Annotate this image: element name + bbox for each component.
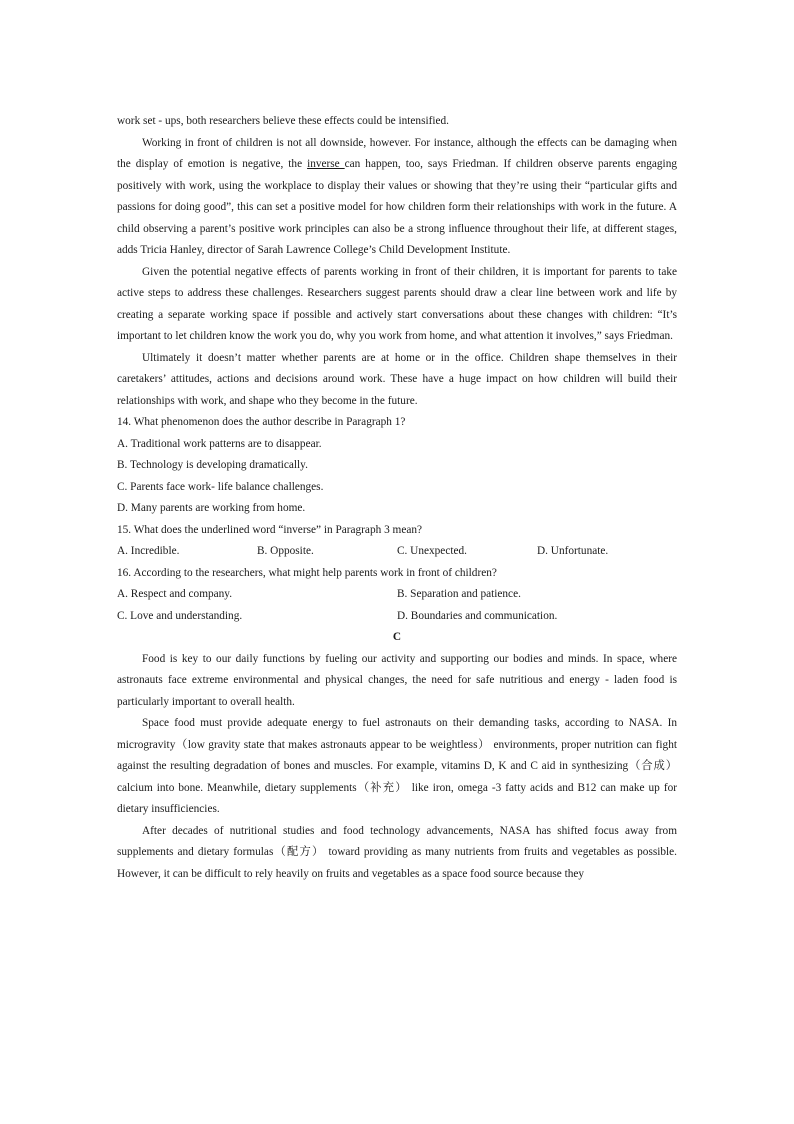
question-14-stem: 14. What phenomenon does the author describe in Paragraph 1?	[117, 416, 406, 428]
paragraph-3-end: can happen, too, says Friedman. If children observe parents engaging positively with work, using the workplace to display their values or showing that they’re using their “particular gifts and passions for doing good”, this can set a positive model for how children form their relationships with work in the future. A child observing a parent’s positive work principles can also be a strong influence throughout their life, at different stages, adds Tricia Hanley, director of Sarah Lawrence College’s Child Development Institute.	[117, 158, 677, 256]
question-15-option-a: A. Incredible.	[117, 545, 180, 557]
passage-c-paragraph-2: Space food must provide adequate energy to fuel astronauts on their demanding tasks, according to NASA. In microgravity（low gravity state that makes astronauts appear to be weightless） environments, proper nutrition can fight against the resulting degradation of bones and muscles. For example, vitamins D, K and C aid in synthesizing（合成） calcium into bone. Meanwhile, dietary supplements（补充） like iron, omega -3 fatty acids and B12 can make up for dietary insufficiencies.	[117, 717, 677, 815]
question-14-option-d: D. Many parents are working from home.	[117, 502, 306, 514]
question-15-option-b: B. Opposite.	[257, 545, 314, 557]
paragraph-4: Given the potential negative effects of parents working in front of their children, it is important for parents to take active steps to address these challenges. Researchers suggest parents should draw a clear line between work and life by creating a separate working space if possible and actively start conversations about these changes with children: “It’s important to let children know the work you do, why you work from home, and what attention it involves,” says Friedman.	[117, 265, 677, 342]
passage-c-paragraph-3: After decades of nutritional studies and food technology advancements, NASA has shifted focus away from supplements and dietary formulas（配方） toward providing as many nutrients from fruits and vegetables as possible. However, it can be difficult to rely heavily on fruits and vegetables as a space food source because they	[117, 824, 677, 880]
question-14-option-c: C. Parents face work- life balance challenges.	[117, 480, 324, 493]
question-16-option-a: A. Respect and company.	[117, 588, 233, 600]
paragraph-3-start: Working in front of children is not all downside, however. For instance, although the effects can be damaging when the display of emotion is negative, the	[117, 136, 677, 170]
paragraph-5: Ultimately it doesn’t matter whether parents are at home or in the office. Children shape themselves in their caretakers’ attitudes, actions and decisions around work. These have a huge impact on how children will build their relationships with work, and shape who they become in the future.	[117, 351, 677, 407]
section-heading-c: C	[392, 631, 402, 643]
question-15-option-c: C. Unexpected.	[397, 545, 467, 557]
question-15-options	[117, 541, 677, 563]
question-15-option-d: D. Unfortunate.	[537, 545, 609, 557]
paragraph-3	[117, 133, 677, 262]
document-page	[117, 111, 677, 885]
paragraph-tail: work set - ups, both researchers believe these effects could be intensified.	[117, 115, 449, 127]
passage-c-paragraph-1: Food is key to our daily functions by fueling our activity and supporting our bodies and minds. In space, where astronauts face extreme environmental and physical changes, the need for safe nutritious and energy - laden food is particularly important to overall health.	[117, 652, 677, 708]
underlined-word-inverse: inverse	[307, 158, 345, 170]
question-15-stem: 15. What does the underlined word “inverse” in Paragraph 3 mean?	[117, 523, 423, 536]
question-16-option-d: D. Boundaries and communication.	[397, 609, 558, 622]
question-16-option-b: B. Separation and patience.	[397, 588, 521, 600]
question-16-options-row-1	[117, 584, 677, 606]
question-14-option-b: B. Technology is developing dramatically.	[117, 459, 308, 471]
question-14-option-a: A. Traditional work patterns are to disappear.	[117, 437, 322, 450]
question-16-stem: 16. According to the researchers, what might help parents work in front of children?	[117, 566, 497, 579]
question-16-options-row-2	[117, 606, 677, 628]
question-16-option-c: C. Love and understanding.	[117, 609, 243, 622]
